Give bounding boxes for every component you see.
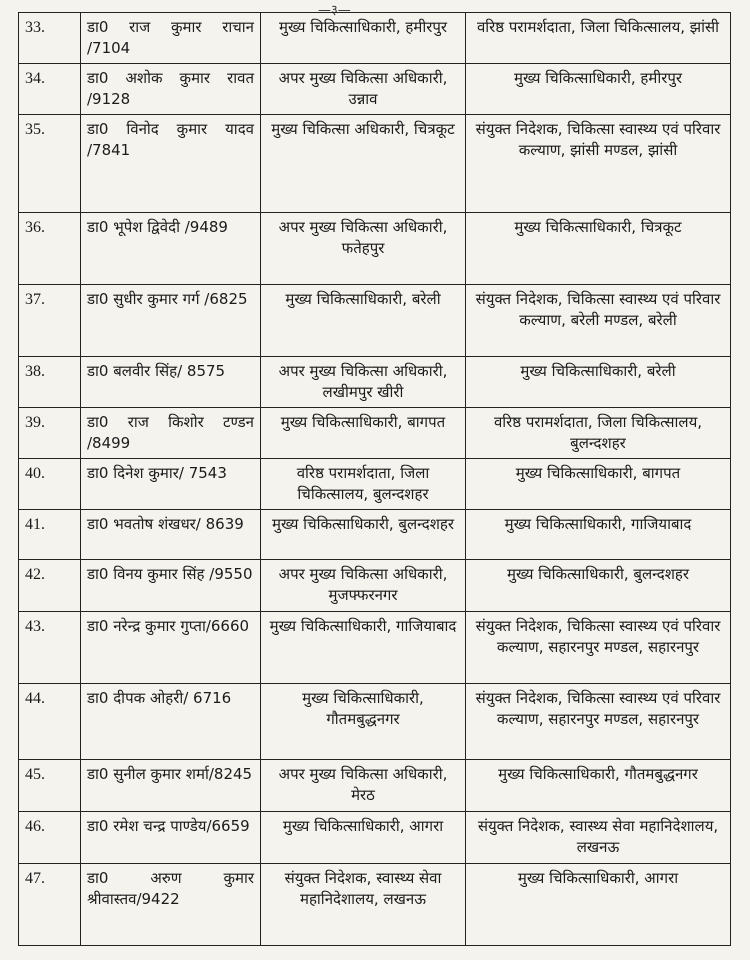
table-row: [19, 684, 731, 760]
serial-number: 41.: [19, 510, 81, 560]
current-posting: मुख्य चिकित्साधिकारी, गाजियाबाद: [261, 612, 466, 684]
new-posting: मुख्य चिकित्साधिकारी, गाजियाबाद: [466, 510, 731, 560]
table-row: [19, 13, 731, 64]
officer-name: डा0 अशोक कुमार रावत /9128: [81, 64, 261, 115]
new-posting: संयुक्त निदेशक, चिकित्सा स्वास्थ्य एवं परिवार कल्याण, झांसी मण्डल, झांसी: [466, 115, 731, 213]
officer-name: डा0 सुनील कुमार शर्मा/8245: [81, 760, 261, 812]
serial-number: 38.: [19, 357, 81, 408]
serial-number: 34.: [19, 64, 81, 115]
new-posting: मुख्य चिकित्साधिकारी, बुलन्दशहर: [466, 560, 731, 612]
page-number: —३—: [318, 3, 351, 18]
serial-number: 42.: [19, 560, 81, 612]
new-posting: संयुक्त निदेशक, चिकित्सा स्वास्थ्य एवं परिवार कल्याण, सहारनपुर मण्डल, सहारनपुर: [466, 684, 731, 760]
serial-number: 37.: [19, 285, 81, 357]
table-row: [19, 812, 731, 864]
officer-name: डा0 अरुण कुमार श्रीवास्तव/9422: [81, 864, 261, 946]
serial-number: 33.: [19, 13, 81, 64]
new-posting: संयुक्त निदेशक, स्वास्थ्य सेवा महानिदेशालय, लखनऊ: [466, 812, 731, 864]
new-posting: मुख्य चिकित्साधिकारी, बरेली: [466, 357, 731, 408]
new-posting: मुख्य चिकित्साधिकारी, बागपत: [466, 459, 731, 510]
current-posting: मुख्य चिकित्सा अधिकारी, चित्रकूट: [261, 115, 466, 213]
serial-number: 47.: [19, 864, 81, 946]
serial-number: 46.: [19, 812, 81, 864]
table-row: [19, 760, 731, 812]
current-posting: संयुक्त निदेशक, स्वास्थ्य सेवा महानिदेशालय, लखनऊ: [261, 864, 466, 946]
officer-name: डा0 भूपेश द्विवेदी /9489: [81, 213, 261, 285]
new-posting: संयुक्त निदेशक, चिकित्सा स्वास्थ्य एवं परिवार कल्याण, सहारनपुर मण्डल, सहारनपुर: [466, 612, 731, 684]
table-row: [19, 213, 731, 285]
officer-name: डा0 सुधीर कुमार गर्ग /6825: [81, 285, 261, 357]
table-row: [19, 459, 731, 510]
officer-name: डा0 दिनेश कुमार/ 7543: [81, 459, 261, 510]
current-posting: अपर मुख्य चिकित्सा अधिकारी, मुजफ्फरनगर: [261, 560, 466, 612]
current-posting: मुख्य चिकित्साधिकारी, हमीरपुर: [261, 13, 466, 64]
current-posting: अपर मुख्य चिकित्सा अधिकारी, मेरठ: [261, 760, 466, 812]
new-posting: मुख्य चिकित्साधिकारी, गौतमबुद्धनगर: [466, 760, 731, 812]
serial-number: 40.: [19, 459, 81, 510]
table-row: [19, 510, 731, 560]
officer-name: डा0 राज कुमार राचान /7104: [81, 13, 261, 64]
officer-name: डा0 भवतोष शंखधर/ 8639: [81, 510, 261, 560]
current-posting: वरिष्ठ परामर्शदाता, जिला चिकित्सालय, बुलन्दशहर: [261, 459, 466, 510]
serial-number: 43.: [19, 612, 81, 684]
current-posting: मुख्य चिकित्साधिकारी, गौतमबुद्धनगर: [261, 684, 466, 760]
table-row: [19, 115, 731, 213]
serial-number: 35.: [19, 115, 81, 213]
serial-number: 36.: [19, 213, 81, 285]
officer-name: डा0 विनय कुमार सिंह /9550: [81, 560, 261, 612]
serial-number: 45.: [19, 760, 81, 812]
table-row: [19, 560, 731, 612]
current-posting: अपर मुख्य चिकित्सा अधिकारी, लखीमपुर खीरी: [261, 357, 466, 408]
officer-name: डा0 विनोद कुमार यादव /7841: [81, 115, 261, 213]
new-posting: मुख्य चिकित्साधिकारी, चित्रकूट: [466, 213, 731, 285]
new-posting: वरिष्ठ परामर्शदाता, जिला चिकित्सालय, बुलन्दशहर: [466, 408, 731, 459]
current-posting: मुख्य चिकित्साधिकारी, बरेली: [261, 285, 466, 357]
current-posting: मुख्य चिकित्साधिकारी, आगरा: [261, 812, 466, 864]
current-posting: मुख्य चिकित्साधिकारी, बुलन्दशहर: [261, 510, 466, 560]
table-row: [19, 612, 731, 684]
serial-number: 44.: [19, 684, 81, 760]
table-row: [19, 64, 731, 115]
table-row: [19, 357, 731, 408]
serial-number: 39.: [19, 408, 81, 459]
current-posting: अपर मुख्य चिकित्सा अधिकारी, फतेहपुर: [261, 213, 466, 285]
officer-name: डा0 रमेश चन्द्र पाण्डेय/6659: [81, 812, 261, 864]
new-posting: वरिष्ठ परामर्शदाता, जिला चिकित्सालय, झांसी: [466, 13, 731, 64]
new-posting: संयुक्त निदेशक, चिकित्सा स्वास्थ्य एवं परिवार कल्याण, बरेली मण्डल, बरेली: [466, 285, 731, 357]
officer-name: डा0 राज किशोर टण्डन /8499: [81, 408, 261, 459]
officer-name: डा0 दीपक ओहरी/ 6716: [81, 684, 261, 760]
new-posting: मुख्य चिकित्साधिकारी, आगरा: [466, 864, 731, 946]
officer-name: डा0 नरेन्द्र कुमार गुप्ता/6660: [81, 612, 261, 684]
table-row: [19, 285, 731, 357]
table-row: [19, 864, 731, 946]
table-row: [19, 408, 731, 459]
current-posting: अपर मुख्य चिकित्सा अधिकारी, उन्नाव: [261, 64, 466, 115]
new-posting: मुख्य चिकित्साधिकारी, हमीरपुर: [466, 64, 731, 115]
transfer-table: [18, 12, 731, 946]
officer-name: डा0 बलवीर सिंह/ 8575: [81, 357, 261, 408]
current-posting: मुख्य चिकित्साधिकारी, बागपत: [261, 408, 466, 459]
